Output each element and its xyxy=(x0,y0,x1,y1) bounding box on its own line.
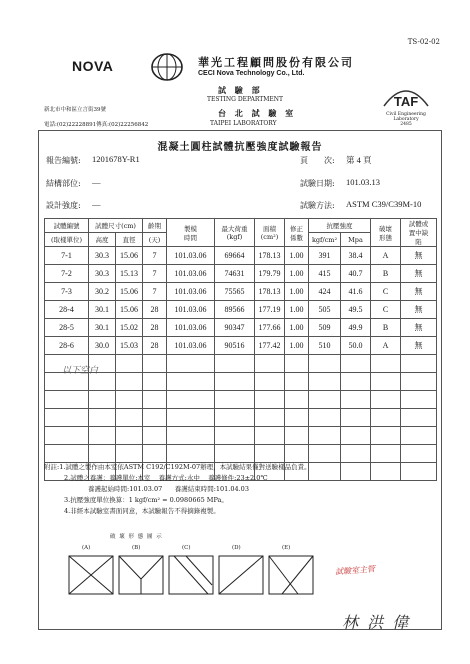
table-cell: 30.1 xyxy=(89,319,116,337)
table-cell: 7-3 xyxy=(45,283,89,301)
company-name-cn: 華光工程顧問股份有限公司 xyxy=(198,56,354,69)
table-cell xyxy=(116,391,143,409)
col-cast: 製模 時間 xyxy=(167,219,215,247)
table-cell xyxy=(89,427,116,445)
table-cell xyxy=(89,409,116,427)
col-kgf: kgf/cm² xyxy=(309,233,341,247)
table-cell xyxy=(255,427,285,445)
note-3: 3.抗壓強度單位換算：1 kgf/cm² = 0.0980665 MPa。 xyxy=(64,496,228,504)
table-cell xyxy=(89,391,116,409)
table-cell: 101.03.06 xyxy=(167,337,215,355)
table-cell: 75565 xyxy=(215,283,255,301)
fracture-label-a: (A) xyxy=(82,545,91,551)
col-id: 試體編號 xyxy=(45,219,89,233)
fracture-type-d-icon xyxy=(218,555,264,595)
table-cell: 1.00 xyxy=(285,247,309,265)
table-cell xyxy=(143,355,167,373)
table-cell: 41.6 xyxy=(341,283,371,301)
table-cell: 7 xyxy=(143,283,167,301)
table-row xyxy=(45,319,437,337)
page-label: 頁 次: xyxy=(300,156,335,165)
table-cell xyxy=(309,373,341,391)
fracture-label-c: (C) xyxy=(182,545,191,551)
brand-name: NOVA xyxy=(72,58,114,74)
fracture-type-e-icon xyxy=(268,555,314,595)
table-cell: 30.1 xyxy=(89,301,116,319)
table-cell xyxy=(285,427,309,445)
table-cell: C xyxy=(371,283,401,301)
note-2e: 養護結束時間:101.04.03 xyxy=(174,485,249,493)
table-cell xyxy=(255,373,285,391)
fracture-label-b: (B) xyxy=(132,545,141,551)
department-en: TESTING DEPARTMENT xyxy=(207,96,284,103)
col-defect: 試體或 置中缺 陷 xyxy=(401,219,437,247)
table-cell xyxy=(309,427,341,445)
table-cell xyxy=(255,409,285,427)
fracture-diagram-title: 破 壞 形 態 圖 示 xyxy=(110,534,163,540)
table-cell: 無 xyxy=(401,337,437,355)
handwritten-blank-note: 以下空白 xyxy=(62,366,99,376)
col-id-sub: (取樣單位) xyxy=(45,233,89,247)
table-cell xyxy=(167,445,215,463)
table-cell: 1.00 xyxy=(285,301,309,319)
table-cell xyxy=(371,463,401,481)
notes-label: 附註: xyxy=(44,463,60,471)
table-cell xyxy=(45,445,89,463)
table-cell xyxy=(167,409,215,427)
table-cell xyxy=(167,427,215,445)
table-cell: 90516 xyxy=(215,337,255,355)
table-cell xyxy=(255,355,285,373)
accreditation-text xyxy=(375,112,437,127)
table-cell xyxy=(371,409,401,427)
col-strength: 抗壓強度 xyxy=(309,219,371,233)
method-value: ASTM C39/C39M-10 xyxy=(346,199,422,209)
table-cell: 30.3 xyxy=(89,265,116,283)
handwritten-signature: 林 洪 偉 xyxy=(342,613,411,632)
table-cell: B xyxy=(371,265,401,283)
col-area: 面積 (cm²) xyxy=(255,219,285,247)
table-cell: 101.03.06 xyxy=(167,247,215,265)
table-cell xyxy=(143,409,167,427)
table-cell xyxy=(341,463,371,481)
notes xyxy=(44,462,311,517)
table-cell: 15.13 xyxy=(116,265,143,283)
report-no-label: 報告編號: xyxy=(46,156,81,165)
table-cell: 30.0 xyxy=(89,337,116,355)
table-cell: 101.03.06 xyxy=(167,301,215,319)
table-cell xyxy=(143,391,167,409)
table-cell: 178.13 xyxy=(255,247,285,265)
table-cell xyxy=(401,355,437,373)
table-cell xyxy=(215,373,255,391)
table-cell xyxy=(215,427,255,445)
results-table xyxy=(44,218,437,481)
table-cell: 無 xyxy=(401,265,437,283)
empty-table-row xyxy=(45,445,437,463)
date-label: 試驗日期: xyxy=(300,179,335,188)
table-cell: 15.06 xyxy=(116,283,143,301)
accreditation-number: 2485 xyxy=(400,122,412,127)
fracture-label-e: (E) xyxy=(282,545,291,551)
table-cell: 28 xyxy=(143,319,167,337)
col-corr: 修正 係數 xyxy=(285,219,309,247)
table-cell xyxy=(167,355,215,373)
table-cell: 無 xyxy=(401,283,437,301)
table-cell xyxy=(285,445,309,463)
strength-value: — xyxy=(92,199,101,209)
table-cell xyxy=(116,355,143,373)
report-title: 混凝土圓柱試體抗壓強度試驗報告 xyxy=(157,142,323,153)
col-dia: 直徑 xyxy=(116,233,143,247)
table-cell: 40.7 xyxy=(341,265,371,283)
table-cell xyxy=(116,409,143,427)
table-cell xyxy=(309,355,341,373)
table-cell xyxy=(371,373,401,391)
table-cell xyxy=(341,391,371,409)
table-cell: 7 xyxy=(143,247,167,265)
telephone: 電話:(02)22228891傳真:(02)22256842 xyxy=(44,122,149,128)
table-cell: 1.00 xyxy=(285,283,309,301)
company-name-en: CECI Nova Technology Co., Ltd. xyxy=(198,70,305,77)
table-row xyxy=(45,265,437,283)
table-row xyxy=(45,301,437,319)
table-cell xyxy=(143,373,167,391)
note-2d: 養護起始時間:101.03.07 xyxy=(88,485,163,493)
table-cell xyxy=(45,427,89,445)
empty-table-row xyxy=(45,355,437,373)
table-cell xyxy=(285,391,309,409)
document-code: TS-02-02 xyxy=(407,38,440,46)
table-cell xyxy=(45,391,89,409)
table-cell: 28-5 xyxy=(45,319,89,337)
table-cell: 28-4 xyxy=(45,301,89,319)
address: 新北市中和區立言街39號 xyxy=(44,107,106,113)
strength-label: 設計強度: xyxy=(46,201,81,210)
note-2c: 養護條件:23±2.0℃ xyxy=(208,474,268,482)
table-cell xyxy=(167,391,215,409)
laboratory-en: TAIPEI LABORATORY xyxy=(210,120,277,127)
table-row xyxy=(45,247,437,265)
table-cell: 509 xyxy=(309,319,341,337)
laboratory-cn: 台 北 試 驗 室 xyxy=(218,108,297,118)
table-cell: 101.03.06 xyxy=(167,319,215,337)
table-cell xyxy=(285,355,309,373)
table-cell: 無 xyxy=(401,301,437,319)
empty-table-row xyxy=(45,391,437,409)
table-cell: 179.79 xyxy=(255,265,285,283)
table-cell: 69664 xyxy=(215,247,255,265)
supervisor-stamp: 試驗室主管 xyxy=(334,564,376,577)
method-label: 試驗方法: xyxy=(300,201,335,210)
table-cell: 15.06 xyxy=(116,301,143,319)
table-cell: 101.03.06 xyxy=(167,283,215,301)
table-cell: B xyxy=(371,319,401,337)
part-value: — xyxy=(92,177,101,187)
table-cell: 49.5 xyxy=(341,301,371,319)
col-size: 試體尺寸(cm) xyxy=(89,219,143,233)
table-cell xyxy=(309,391,341,409)
table-cell: 90347 xyxy=(215,319,255,337)
table-cell xyxy=(341,409,371,427)
table-cell xyxy=(143,427,167,445)
table-cell xyxy=(401,445,437,463)
col-mpa: Mpa xyxy=(341,233,371,247)
table-cell: 15.06 xyxy=(116,247,143,265)
table-cell xyxy=(215,445,255,463)
table-cell: 415 xyxy=(309,265,341,283)
fracture-type-b-icon xyxy=(118,555,164,595)
table-cell xyxy=(45,409,89,427)
fracture-label-d: (D) xyxy=(232,545,241,551)
table-cell: 28-6 xyxy=(45,337,89,355)
col-age: 齡期 xyxy=(143,219,167,233)
table-cell xyxy=(371,391,401,409)
table-cell: 無 xyxy=(401,247,437,265)
report-no-value: 1201678Y-R1 xyxy=(92,154,140,164)
table-cell xyxy=(116,373,143,391)
col-age-unit: (天) xyxy=(143,233,167,247)
col-fracture: 破壞 形態 xyxy=(371,219,401,247)
note-1: 1.試體之製作由本室依ASTM C192/C192M-07辦理，本試驗結果僅對送驗樣品負責。 xyxy=(59,463,311,471)
table-cell: 50.0 xyxy=(341,337,371,355)
note-4: 4.非經本試驗室書面同意，本試驗報告不得摘錄複製。 xyxy=(64,507,220,515)
table-cell xyxy=(309,445,341,463)
table-row xyxy=(45,337,437,355)
table-cell xyxy=(285,373,309,391)
date-value: 101.03.13 xyxy=(346,177,380,187)
table-cell: 177.19 xyxy=(255,301,285,319)
table-cell xyxy=(341,355,371,373)
table-cell xyxy=(285,409,309,427)
table-cell xyxy=(89,445,116,463)
table-cell xyxy=(371,445,401,463)
table-cell: C xyxy=(371,301,401,319)
table-cell xyxy=(167,373,215,391)
table-cell xyxy=(341,427,371,445)
note-2b: 養護方式:水中 xyxy=(158,474,200,482)
table-cell: 7-1 xyxy=(45,247,89,265)
col-load: 最大荷重 (kgf) xyxy=(215,219,255,247)
table-cell xyxy=(401,391,437,409)
table-cell: 15.02 xyxy=(116,319,143,337)
table-cell xyxy=(371,427,401,445)
fracture-type-a-icon xyxy=(68,555,114,595)
table-cell: 177.42 xyxy=(255,337,285,355)
table-cell: 7 xyxy=(143,265,167,283)
table-cell: A xyxy=(371,337,401,355)
table-cell xyxy=(341,445,371,463)
accreditation-line2: Laboratory xyxy=(393,117,419,122)
table-cell xyxy=(215,355,255,373)
table-cell: 28 xyxy=(143,337,167,355)
table-cell xyxy=(401,373,437,391)
company-logo-icon xyxy=(150,52,184,82)
table-cell: 無 xyxy=(401,319,437,337)
table-cell: 15.03 xyxy=(116,337,143,355)
taf-logo-text: TAF xyxy=(393,94,419,109)
table-cell xyxy=(116,445,143,463)
table-cell: A xyxy=(371,247,401,265)
table-cell xyxy=(309,463,341,481)
empty-table-row xyxy=(45,427,437,445)
accreditation-line1: Civil Engineering xyxy=(386,112,426,117)
table-cell: 101.03.06 xyxy=(167,265,215,283)
department-cn: 試 驗 部 xyxy=(218,85,263,95)
table-cell xyxy=(116,427,143,445)
table-cell: 510 xyxy=(309,337,341,355)
table-cell: 74631 xyxy=(215,265,255,283)
table-cell: 30.2 xyxy=(89,283,116,301)
table-cell xyxy=(215,391,255,409)
table-cell xyxy=(341,373,371,391)
table-cell: 38.4 xyxy=(341,247,371,265)
table-cell: 30.3 xyxy=(89,247,116,265)
table-cell xyxy=(143,445,167,463)
fracture-type-c-icon xyxy=(168,555,214,595)
table-cell xyxy=(255,445,285,463)
table-cell: 178.13 xyxy=(255,283,285,301)
empty-table-row xyxy=(45,373,437,391)
table-cell: 1.00 xyxy=(285,337,309,355)
table-cell xyxy=(371,355,401,373)
table-cell: 505 xyxy=(309,301,341,319)
table-cell: 424 xyxy=(309,283,341,301)
col-height: 高度 xyxy=(89,233,116,247)
table-cell: 1.00 xyxy=(285,319,309,337)
table-cell xyxy=(309,409,341,427)
table-cell: 49.9 xyxy=(341,319,371,337)
table-cell xyxy=(255,391,285,409)
page-value: 第 4 頁 xyxy=(346,155,372,165)
table-row xyxy=(45,283,437,301)
table-cell: 7-2 xyxy=(45,265,89,283)
empty-table-row xyxy=(45,409,437,427)
table-cell xyxy=(401,427,437,445)
table-cell: 89566 xyxy=(215,301,255,319)
part-label: 結構部位: xyxy=(46,179,81,188)
table-cell xyxy=(215,409,255,427)
table-cell: 177.66 xyxy=(255,319,285,337)
note-2a: 2.試體之養護：養護單位:本室 xyxy=(64,474,151,482)
table-cell: 391 xyxy=(309,247,341,265)
table-cell xyxy=(401,409,437,427)
table-cell xyxy=(401,463,437,481)
table-cell: 28 xyxy=(143,301,167,319)
table-cell: 1.00 xyxy=(285,265,309,283)
taf-accreditation-logo-icon xyxy=(378,82,434,112)
